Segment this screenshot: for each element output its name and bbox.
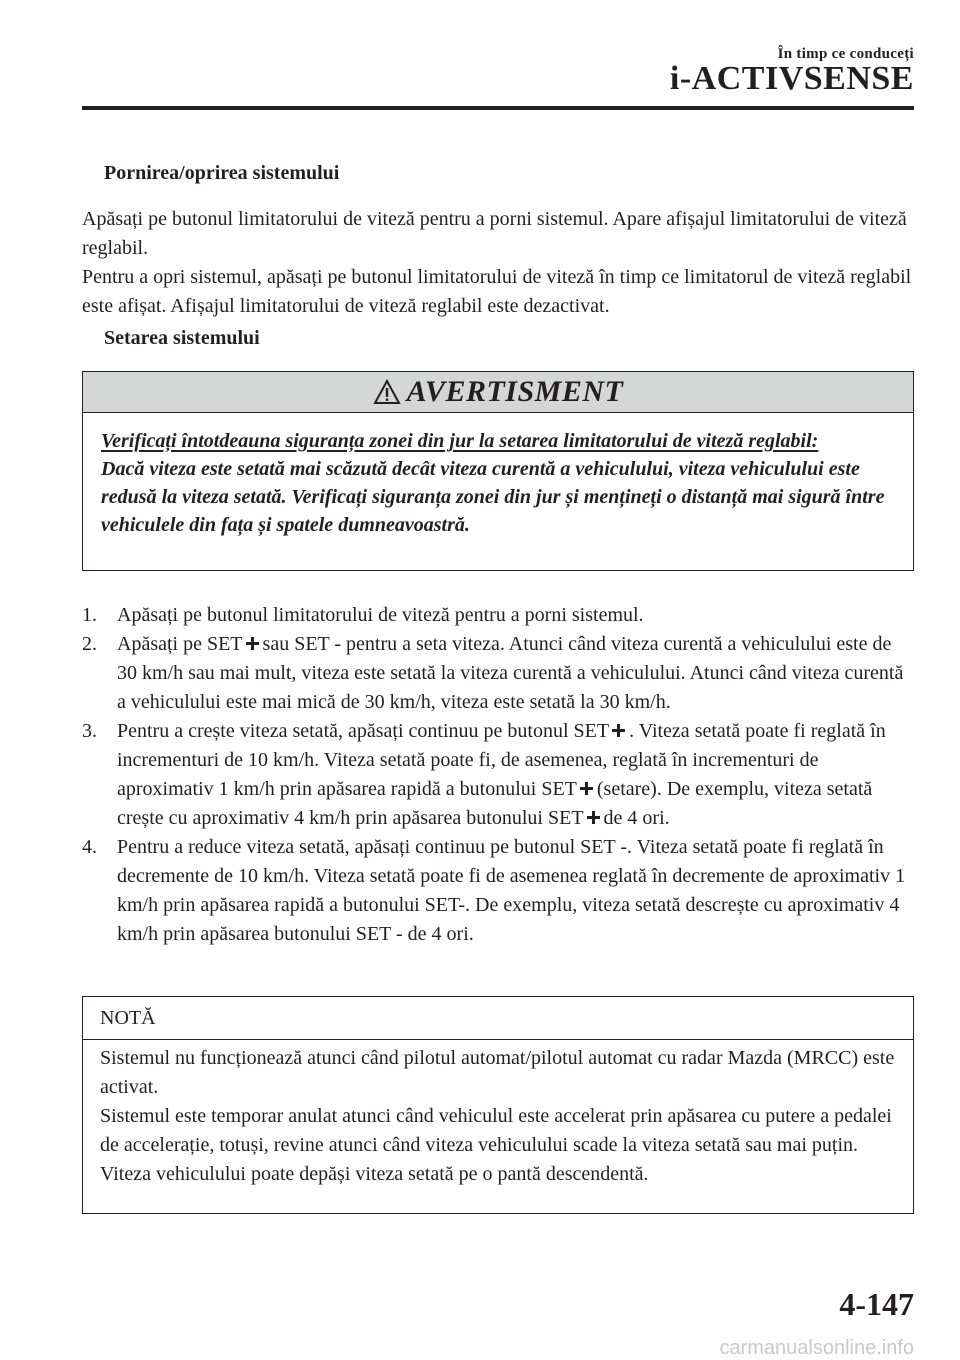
paragraph-stop: Pentru a opri sistemul, apăsați pe butonul limitatorului de viteză în timp ce limitatorul de viteză reglabil este afișat. Afișajul limitatorului de viteză reglabil este dezactivat. [82,266,912,317]
step-number: 2. [82,633,97,655]
list-item [82,833,914,949]
note-line: Sistemul nu funcționează atunci când pilotul automat/pilotul automat cu radar Mazda (MRCC) este activat. [100,1047,895,1098]
step-number: 4. [82,836,97,858]
heading-start-stop: Pornirea/oprirea sistemului [104,162,340,184]
header-rule [82,106,914,110]
note-title: NOTĂ [83,997,913,1040]
paragraph-start: Apăsați pe butonul limitatorului de viteză pentru a porni sistemul. Apare afișajul limitatorului de viteză reglabil. [82,208,907,259]
warning-lead: Verificați întotdeauna siguranța zonei din jur la setarea limitatorului de viteză reglabil: [101,430,819,452]
step-text: Apăsați pe butonul limitatorului de viteză pentru a porni sistemul. [117,604,644,626]
step-text: (setare). De exemplu, viteza setată crește cu aproximativ 4 km/h prin apăsarea butonului SET [117,778,873,829]
plus-icon [580,782,593,795]
intro-text [82,205,914,321]
plus-icon [612,724,625,737]
section-title: În timp ce conduceți [777,46,914,62]
list-item [82,717,914,833]
page-number: 4-147 [839,1286,914,1322]
warning-triangle-icon [373,379,401,405]
warning-header [83,372,913,413]
chapter-title: i-ACTIVSENSE [669,60,914,97]
warning-box [82,371,914,571]
steps-list [82,601,914,949]
warning-body [83,413,913,539]
heading-setting: Setarea sistemului [104,327,260,349]
step-text: sau SET - pentru a seta viteza. Atunci când viteza curentă a vehiculului este de 30 km/h sau mai mult, viteza este setată la viteza curentă a vehiculului. Atunci când viteza curentă a vehiculului este mai mică de 30 km/h, viteza este setată la 30 km/h. [117,633,904,713]
step-text: de 4 ori. [603,807,670,829]
step-text: Apăsați pe SET [117,633,243,655]
note-line: Viteza vehiculului poate depăși viteza setată pe o pantă descendentă. [100,1163,649,1185]
warning-title: AVERTISMENT [406,375,624,408]
note-body [83,1040,913,1189]
note-line: Sistemul este temporar anulat atunci când vehiculul este accelerat prin apăsarea cu putere a pedalei de accelerație, totuși, revine atunci când viteza vehiculului scade la viteza setată sau mai puțin. [100,1105,892,1156]
step-text: Pentru a crește viteza setată, apăsați continuu pe butonul SET [117,720,610,742]
list-item [82,630,914,717]
step-text: Pentru a reduce viteza setată, apăsați continuu pe butonul SET -. Viteza setată poate fi reglată în decremente de 10 km/h. Viteza setată poate fi de asemenea reglată în decremente de aproximativ 1 km/h prin apăsarea rapidă a butonului SET-. De exemplu, viteza setată descrește cu aproximativ 4 km/h prin apăsarea butonului SET - de 4 ori. [117,836,906,945]
step-text: . Viteza setată poate fi reglată în incrementuri de 10 km/h. Viteza setată poate fi, de asemenea, reglată în incrementuri de aproximativ 1 km/h prin apăsarea rapidă a butonului SET [117,720,886,800]
step-number: 3. [82,720,97,742]
step-number: 1. [82,604,97,626]
plus-icon [246,637,259,650]
plus-icon [587,811,600,824]
warning-text: Dacă viteza este setată mai scăzută decât viteza curentă a vehiculului, viteza vehiculului este redusă la viteza setată. Verificați siguranța zonei din jur și mențineți o distanță mai sigură între vehiculele din fața și spatele dumneavoastră. [101,458,885,536]
watermark: carmanualsonline.info [719,1337,914,1359]
note-box [82,996,914,1214]
list-item [82,601,914,630]
